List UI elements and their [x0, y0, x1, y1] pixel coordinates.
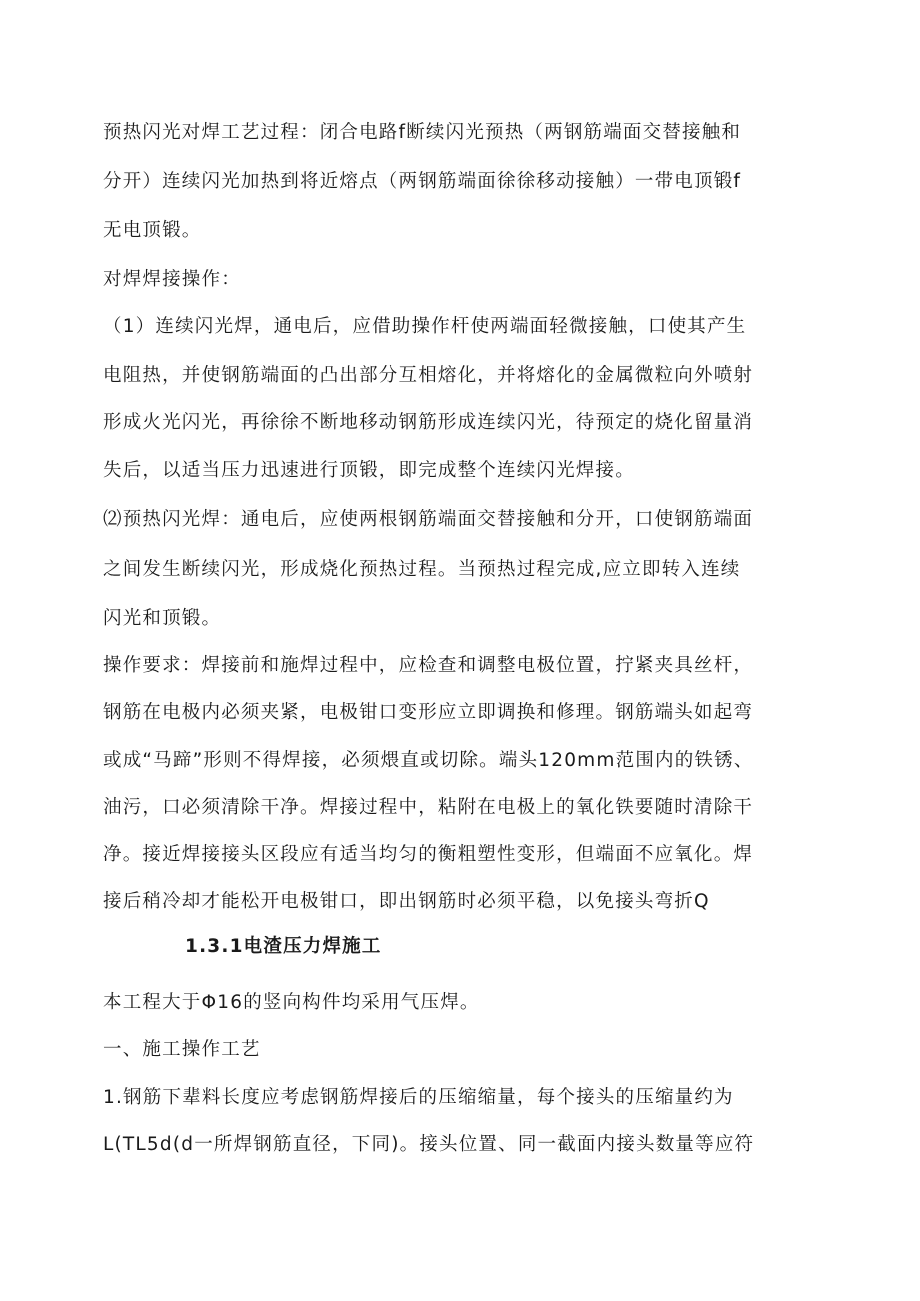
paragraph-line: 之间发生断续闪光，形成烧化预热过程。当预热过程完成,应立即转入连续 — [103, 559, 741, 580]
paragraph-line: 闪光和顶锻。 — [103, 608, 222, 629]
paragraph-line: 分开）连续闪光加热到将近熔点（两钢筋端面徐徐移动接触）一带电顶锻f — [103, 171, 742, 192]
paragraph-line: （1）连续闪光焊，通电后，应借助操作杆使两端面轻微接触，口使其产生 — [103, 316, 747, 337]
section-heading: 1.3.1电渣压力焊施工 — [185, 936, 382, 957]
paragraph-line: 对焊焊接操作： — [103, 269, 241, 290]
paragraph-line: 操作要求：焊接前和施焊过程中，应检查和调整电极位置，拧紧夹具丝杆， — [103, 655, 754, 676]
paragraph-line: 油污，口必须清除干净。焊接过程中，粘附在电极上的氧化铁要随时清除干 — [103, 797, 754, 818]
paragraph-line: 接后稍冷却才能松开电极钳口，即出钢筋时必须平稳，以免接头弯折Q — [103, 891, 710, 912]
paragraph-line: ⑵预热闪光焊：通电后，应使两根钢筋端面交替接触和分开，口使钢筋端面 — [103, 509, 754, 530]
paragraph-line: 失后，以适当压力迅速进行顶锻，即完成整个连续闪光焊接。 — [103, 460, 635, 481]
paragraph-line: 形成火光闪光，再徐徐不断地移动钢筋形成连续闪光，待预定的烧化留量消 — [103, 412, 754, 433]
paragraph-line: 净。接近焊接接头区段应有适当均匀的衡粗塑性变形，但端面不应氧化。焊 — [103, 844, 754, 865]
paragraph-line: 预热闪光对焊工艺过程：闭合电路f断续闪光预热（两钢筋端面交替接触和 — [103, 122, 742, 143]
paragraph-line: 电阻热，并使钢筋端面的凸出部分互相熔化，并将熔化的金属微粒向外喷射 — [103, 365, 754, 386]
subsection-heading: 一、施工操作工艺 — [103, 1039, 261, 1060]
paragraph-line: 本工程大于Φ16的竖向构件均采用气压焊。 — [103, 992, 480, 1013]
paragraph-line: L(TL5d(d一所焊钢筋直径，下同)。接头位置、同一截面内接头数量等应符 — [103, 1134, 755, 1155]
paragraph-line: 无电顶锻。 — [103, 220, 202, 241]
paragraph-line: 钢筋在电极内必须夹紧，电极钳口变形应立即调换和修理。钢筋端头如起弯 — [103, 702, 754, 723]
paragraph-line: 1.钢筋下辈料长度应考虑钢筋焊接后的压缩缩量，每个接头的压缩量约为 — [103, 1087, 734, 1108]
paragraph-line: 或成“马蹄”形则不得焊接，必须煨直或切除。端头120mm范围内的铁锈、 — [103, 750, 754, 771]
